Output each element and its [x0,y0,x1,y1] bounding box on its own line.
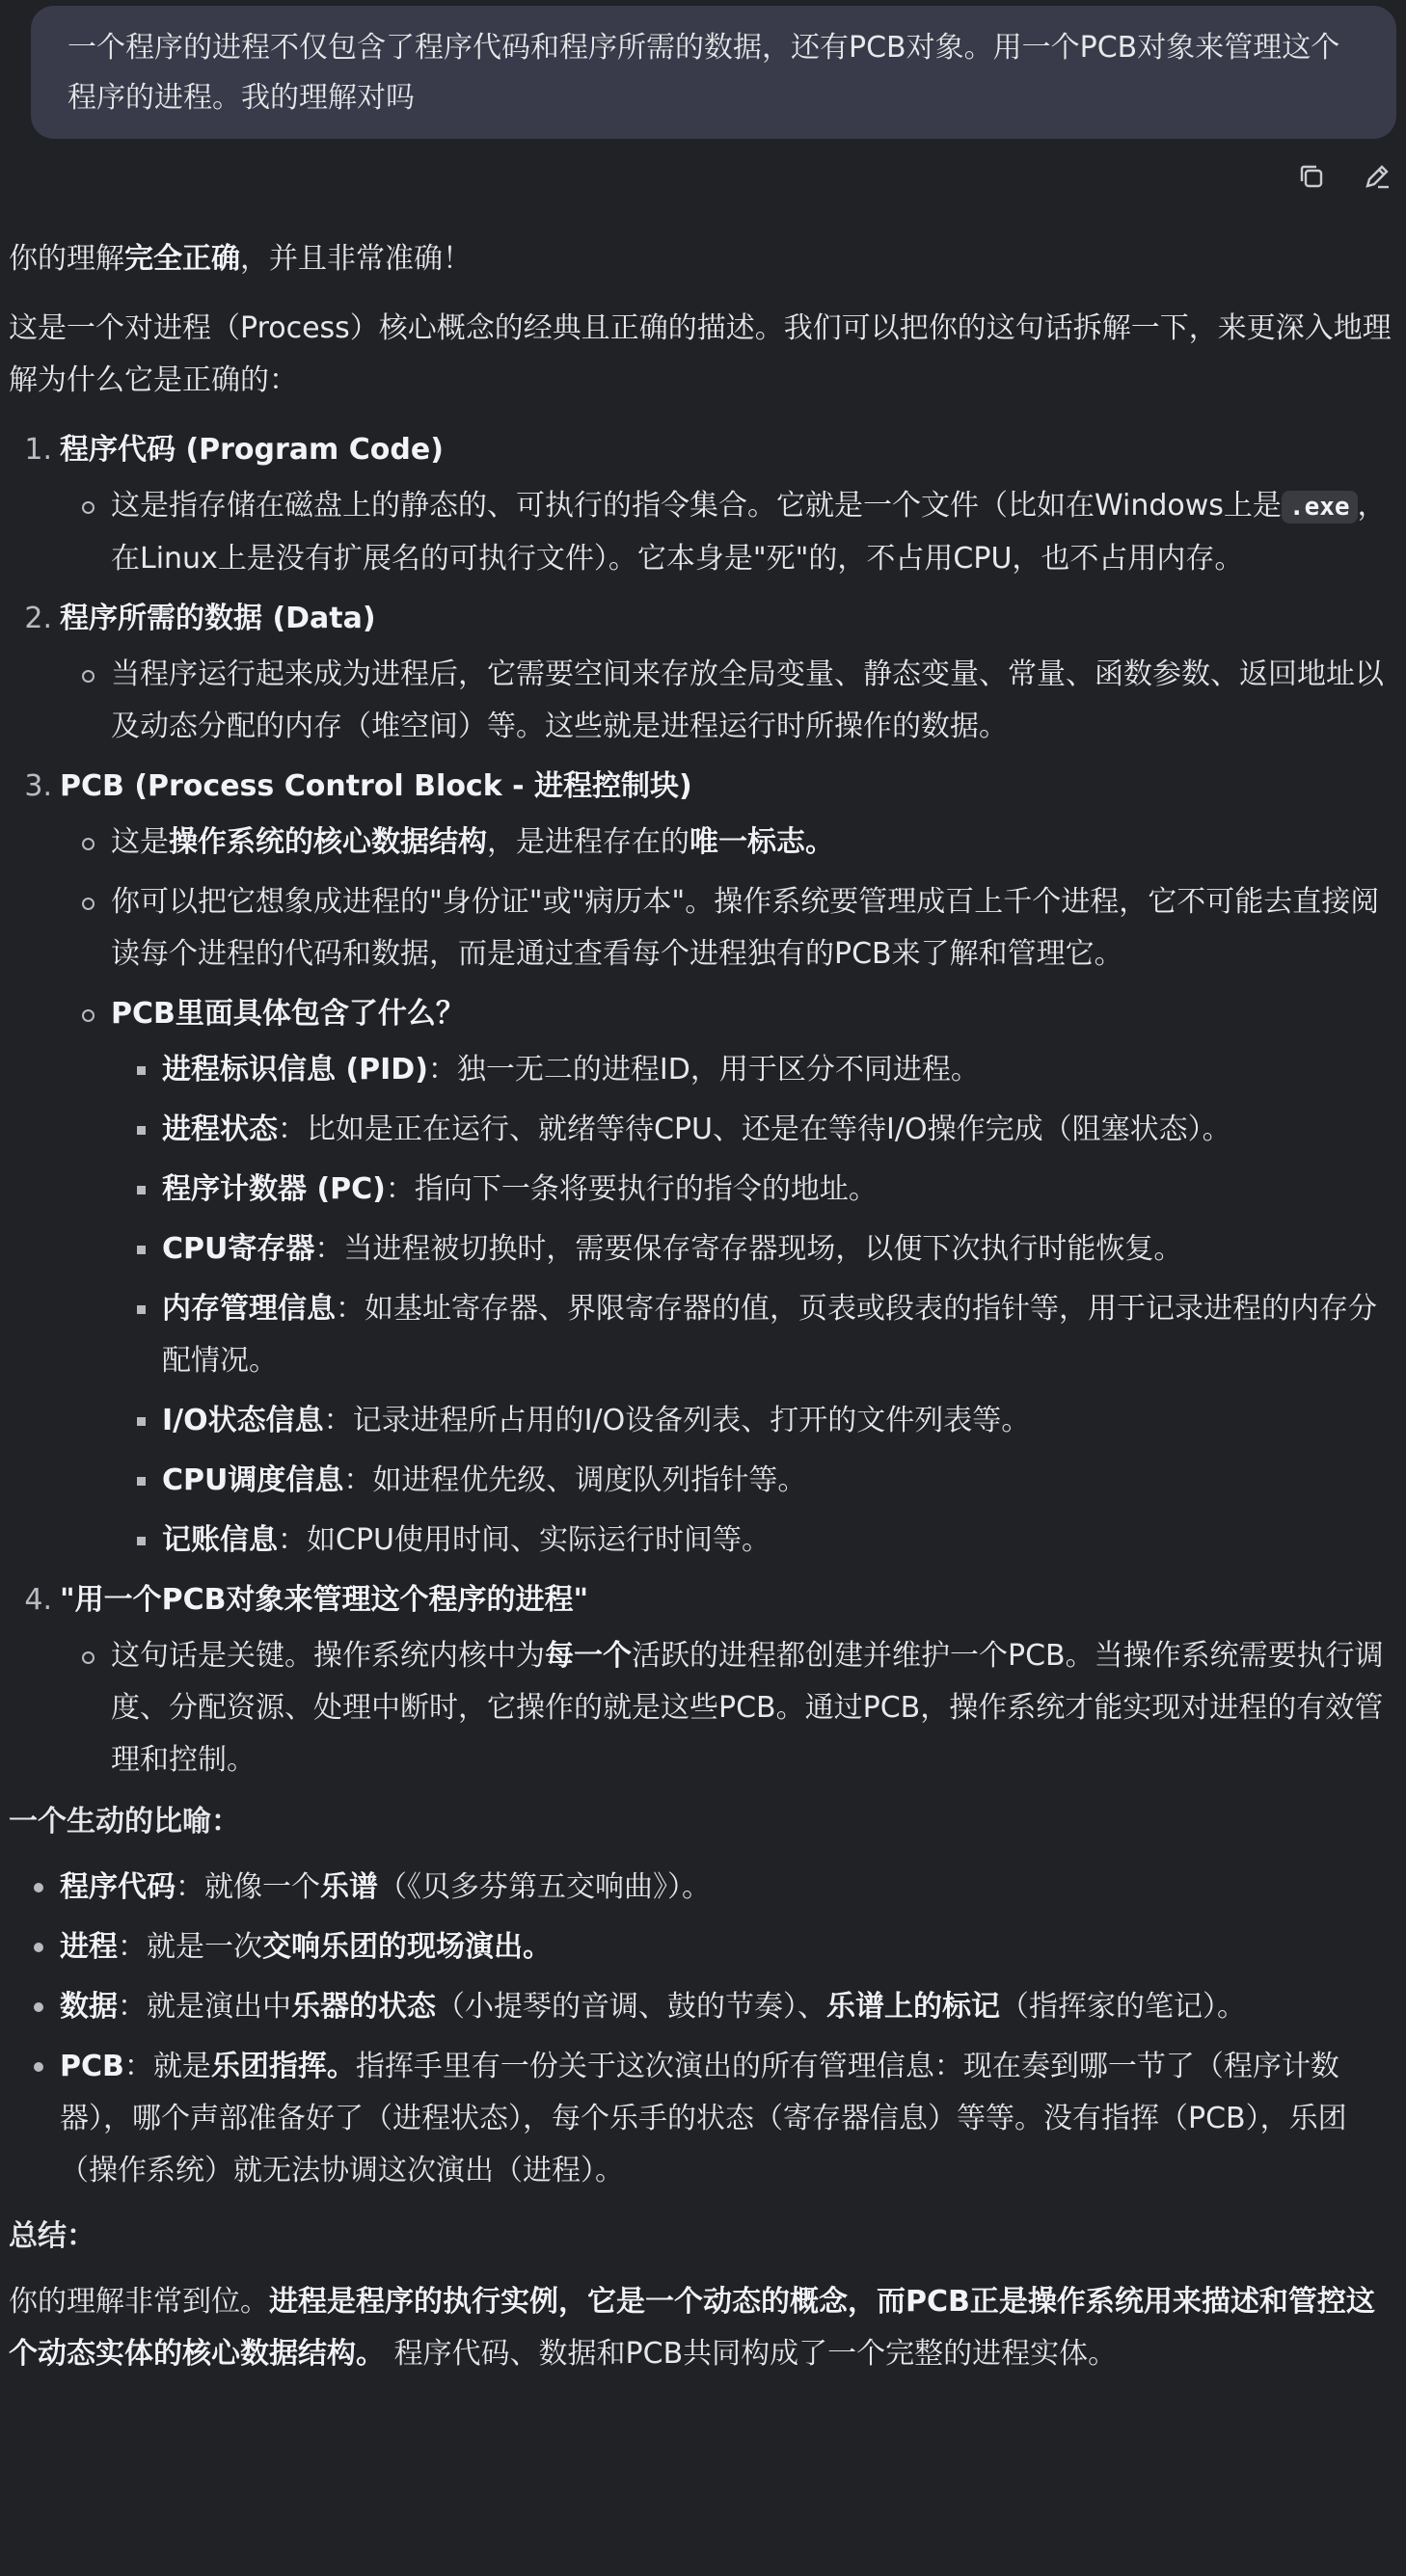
intro-bold: 完全正确 [124,242,240,276]
summary-paragraph [9,2276,1402,2380]
field-value: ：如基址寄存器、界限寄存器的值，页表或段表的指针等，用于记录进程的内存分配情况。 [162,1292,1377,1378]
field-key: I/O状态信息 [162,1404,324,1437]
item-title: 程序所需的数据 (Data) [60,602,376,635]
list-number: 3. [24,769,52,803]
copy-icon[interactable] [1292,157,1331,196]
list-item-management [24,1574,1402,1786]
inline-code: .exe [1282,491,1358,523]
user-message-bubble [31,6,1396,139]
summary-heading: 总结： [9,2219,95,2253]
analogy-text: （小提琴的音调、鼓的节奏）、 [436,1990,826,2024]
analogy-text: ：就是 [123,2050,211,2083]
list-number: 4. [24,1583,52,1617]
sub-bold: 操作系统的核心数据结构 [169,825,487,859]
analogy-bold: 乐器的状态 [291,1990,436,2024]
field-value: ：如CPU使用时间、实际运行时间等。 [278,1523,771,1557]
field-value: ：指向下一条将要执行的指令的地址。 [385,1172,878,1206]
item-title: "用一个PCB对象来管理这个程序的进程" [60,1583,589,1617]
summary-text: 程序代码、数据和PCB共同构成了一个完整的进程实体。 [385,2337,1118,2371]
analogy-item [60,1921,1402,1973]
sub-text: ，在Linux上是没有扩展名的可执行文件）。它本身是"死"的，不占用CPU，也不占用内存。 [111,489,1387,576]
intro-paragraph [9,233,1402,285]
list-item-program-code [24,424,1402,585]
user-message-text: 一个程序的进程不仅包含了程序代码和程序所需的数据，还有PCB对象。用一个PCB对象来管理这个程序的进程。我的理解对吗 [68,31,1340,115]
item-title: 程序代码 (Program Code) [60,433,444,467]
field-value: ：当进程被切换时，需要保存寄存器现场，以便下次执行时能恢复。 [314,1232,1183,1266]
field-value: ：比如是正在运行、就绪等待CPU、还是在等待I/O操作完成（阻塞状态）。 [278,1113,1231,1146]
analogy-item [60,1862,1402,1914]
intro-text: 你的理解 [9,242,124,276]
analogy-text: ：就像一个 [176,1870,320,1904]
field-key: CPU调度信息 [162,1463,344,1497]
analogy-item [60,2041,1402,2197]
sub-bold: PCB里面具体包含了什么？ [111,997,465,1031]
analogy-text: （指挥家的笔记）。 [1000,1990,1246,2024]
sub-text: ，是进程存在的 [487,825,689,859]
field-key: 进程标识信息 (PID) [162,1053,428,1087]
analogy-text: 指挥手里有一份关于这次演出的所有管理信息：现在奏到哪一节了（程序计数器），哪个声部准备好了（进程状态），每个乐手的状态（寄存器信息）等等。没有指挥（PCB），乐团（操作系统）就无法协调这次演出（进程）。 [60,2050,1347,2187]
list-item-pcb [24,761,1402,1567]
summary-text: 你的理解非常到位。 [9,2285,269,2319]
analogy-bold: 乐谱上的标记 [826,1990,1000,2024]
sub-bold: 每一个 [545,1639,632,1673]
field-key: CPU寄存器 [162,1232,315,1266]
sub-text: 这是 [111,825,169,859]
list-item-data [24,593,1402,753]
sub-item [111,480,1402,585]
sub-item [111,988,1402,1567]
analogy-bold: 乐谱 [320,1870,378,1904]
pcb-field [162,1223,1402,1275]
sub-item: 当程序运行起来成为进程后，它需要空间来存放全局变量、静态变量、常量、函数参数、返回地址以及动态分配的内存（堆空间）等。这些就是进程运行时所操作的数据。 [111,649,1402,753]
field-key: 程序计数器 (PC) [162,1172,386,1206]
analogy-text: ：就是演出中 [118,1990,291,2024]
analogy-item [60,1981,1402,2033]
intro-text-end: ，并且非常准确！ [240,242,472,276]
pcb-field [162,1455,1402,1507]
field-key: 记账信息 [162,1523,278,1557]
field-value: ：独一无二的进程ID，用于区分不同进程。 [427,1053,980,1087]
pcb-field [162,1515,1402,1567]
sub-text: 这句话是关键。操作系统内核中为 [111,1639,545,1673]
pcb-field [162,1283,1402,1387]
analogy-key: 数据 [60,1990,118,2024]
assistant-reply [9,233,1402,2398]
pcb-fields-list [111,1044,1402,1567]
summary-bold: 进程是程序的执行实例，它是一个动态的概念，而PCB正是操作系统用来描述和管控这个动态实体的核心数据结构。 [9,2285,1375,2371]
pcb-field [162,1044,1402,1096]
sub-item [111,1630,1402,1786]
analogy-text: （《贝多芬第五交响曲》）。 [378,1870,711,1904]
pcb-field [162,1164,1402,1216]
field-value: ：如进程优先级、调度队列指针等。 [343,1463,807,1497]
list-number: 1. [24,433,52,467]
list-number: 2. [24,602,52,635]
sub-item: 你可以把它想象成进程的"身份证"或"病历本"。操作系统要管理成百上千个进程，它不可能去直接阅读每个进程的代码和数据，而是通过查看每个进程独有的PCB来了解和管理它。 [111,876,1402,980]
field-value: ：记录进程所占用的I/O设备列表、打开的文件列表等。 [323,1404,1031,1437]
analogy-heading: 一个生动的比喻： [9,1805,240,1838]
analogy-key: PCB [60,2050,124,2083]
sub-text: 活跃的进程都创建并维护一个PCB。当操作系统需要执行调度、分配资源、处理中断时，它操作的就是这些PCB。通过PCB，操作系统才能实现对进程的有效管理和控制。 [111,1639,1384,1777]
pcb-field [162,1104,1402,1156]
pcb-field [162,1395,1402,1447]
analogy-bold: 交响乐团的现场演出。 [262,1930,552,1964]
sub-item [111,817,1402,869]
pencil-icon[interactable] [1358,157,1396,196]
analogy-key: 程序代码 [60,1870,176,1904]
field-key: 进程状态 [162,1113,278,1146]
item-title: PCB (Process Control Block - 进程控制块) [60,769,692,803]
explanation-list [9,424,1402,1786]
sub-text: 这是指存储在磁盘上的静态的、可执行的指令集合。它就是一个文件（比如在Windows上是 [111,489,1282,523]
sub-bold: 唯一标志。 [689,825,834,859]
analogy-key: 进程 [60,1930,118,1964]
analogy-bold: 乐团指挥。 [210,2050,356,2083]
message-actions [1292,157,1396,196]
field-key: 内存管理信息 [162,1292,336,1326]
analogy-list [9,1862,1402,2197]
analogy-text: ：就是一次 [118,1930,262,1964]
lead-paragraph: 这是一个对进程（Process）核心概念的经典且正确的描述。我们可以把你的这句话拆解一下，来更深入地理解为什么它是正确的： [9,311,1392,397]
